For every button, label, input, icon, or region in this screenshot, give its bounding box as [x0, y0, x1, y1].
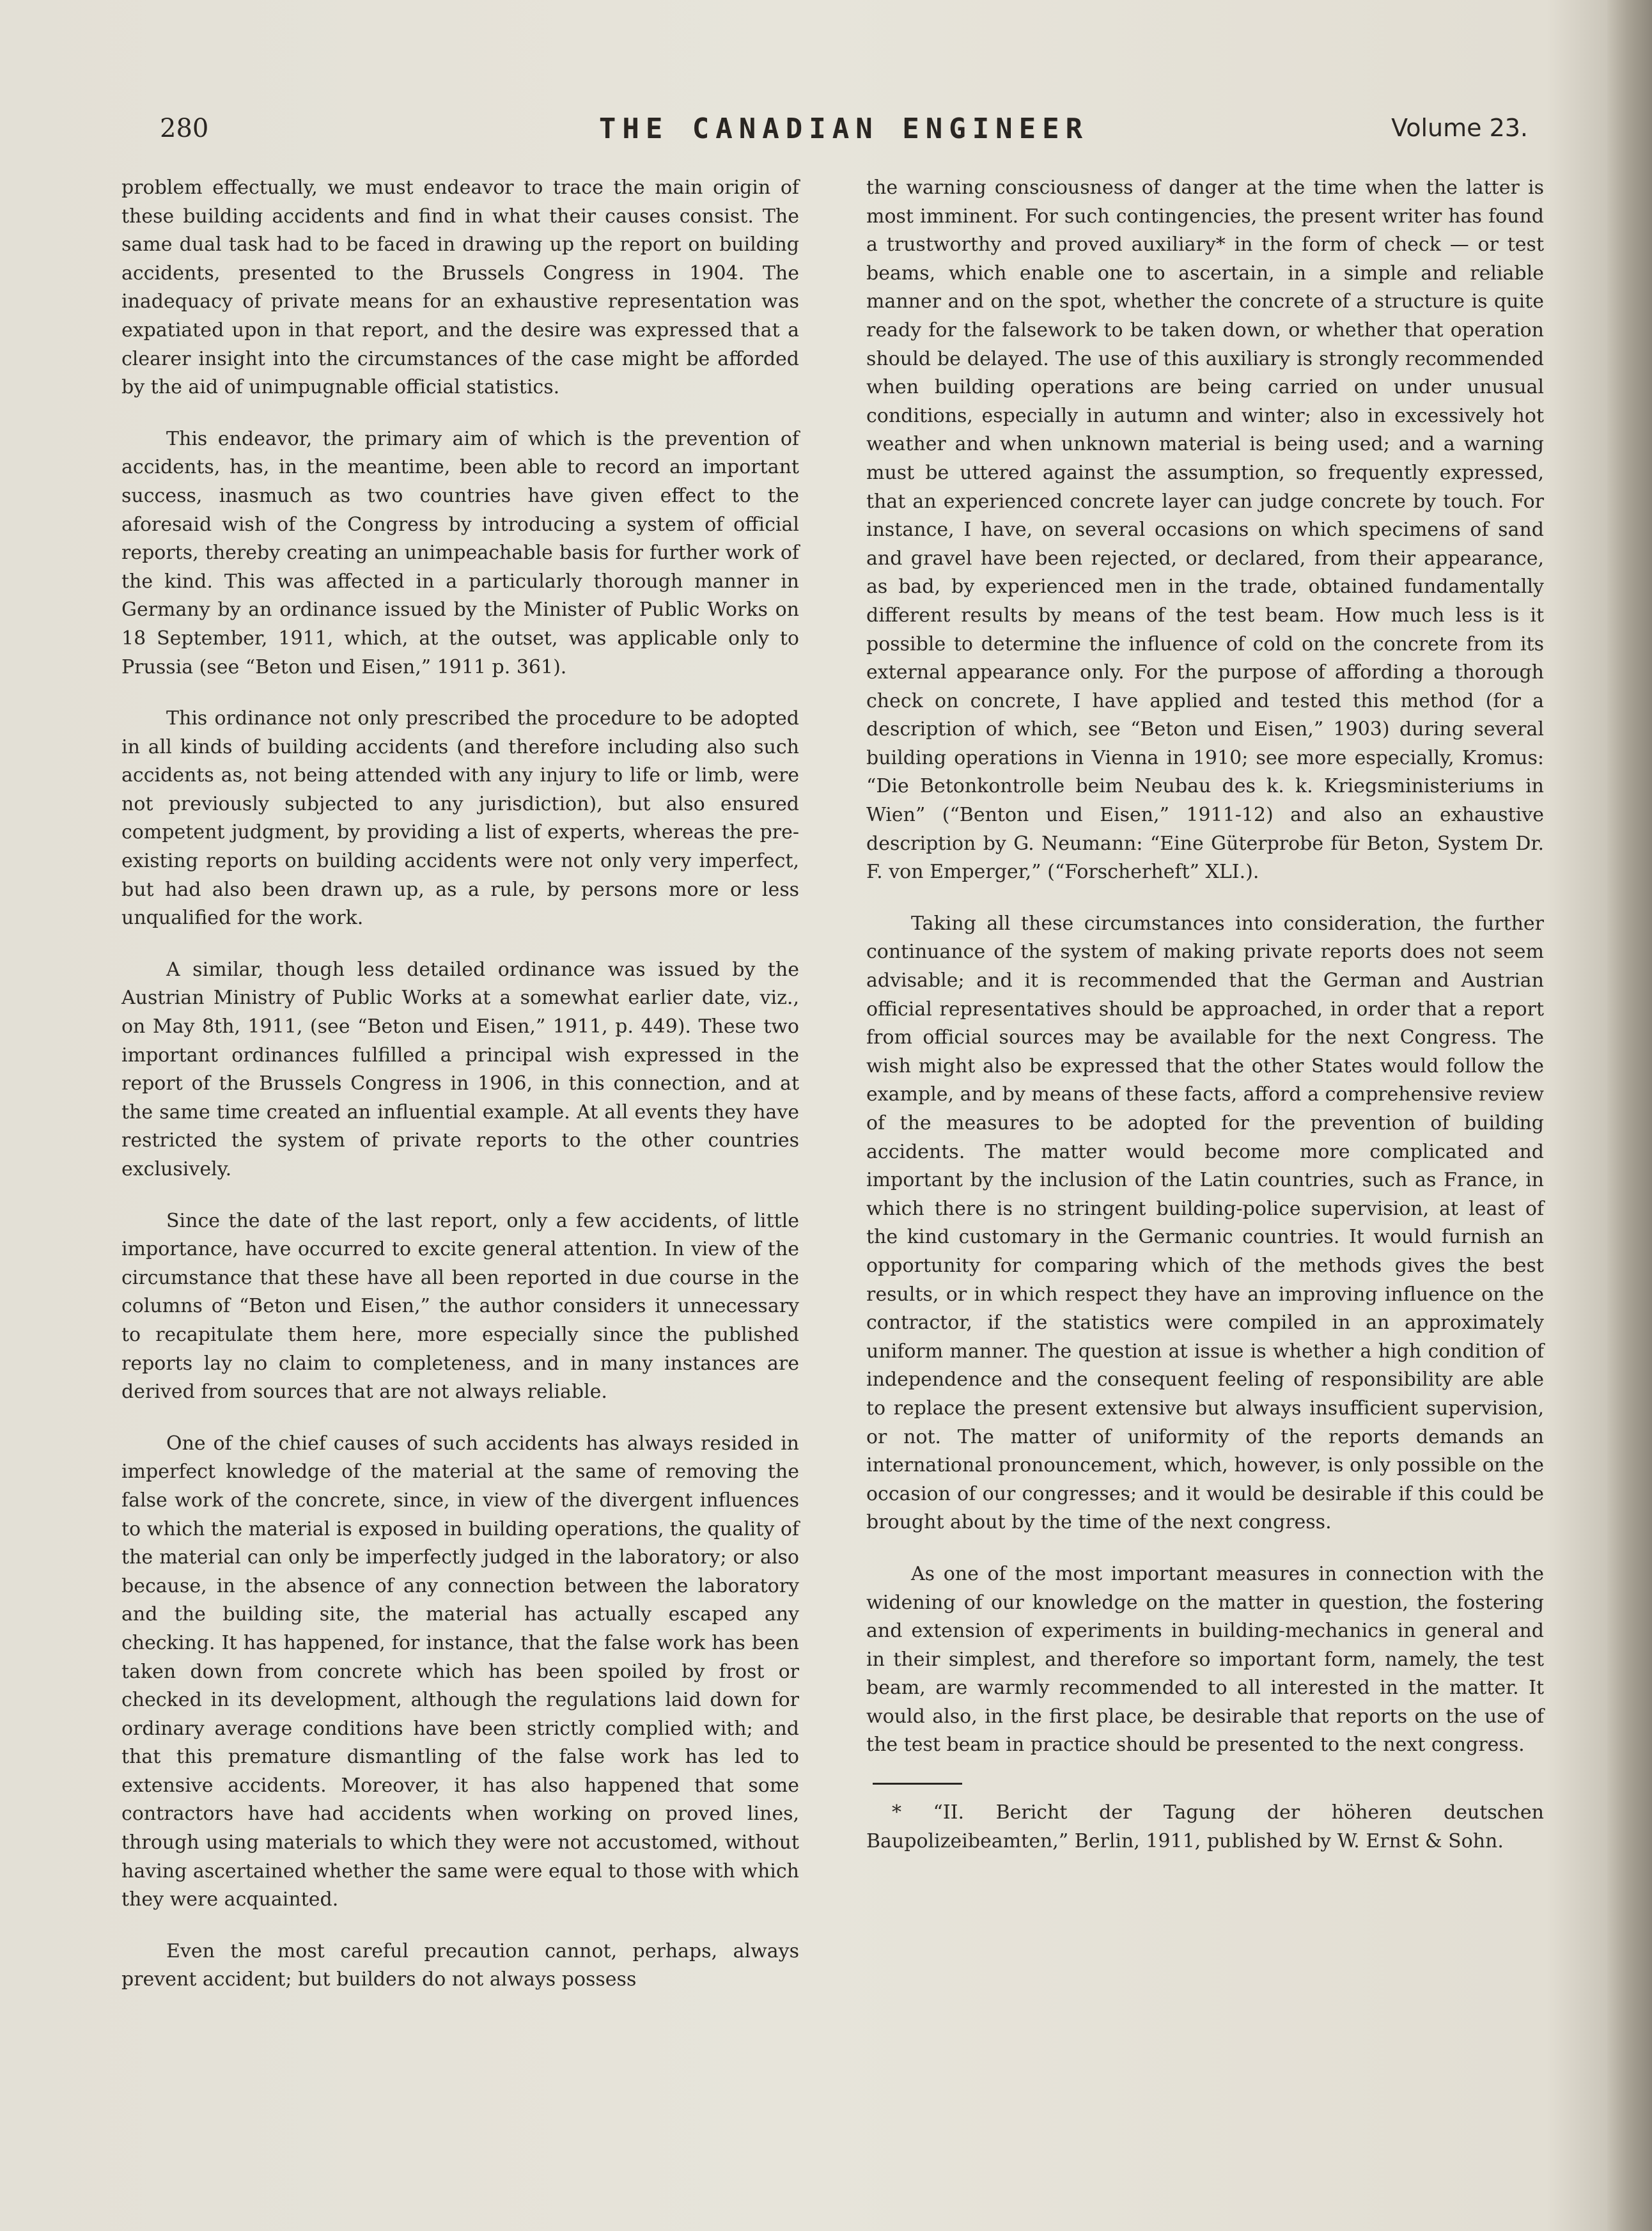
- volume-label: Volume 23.: [1391, 114, 1528, 142]
- paragraph: problem effectually, we must endeavor to trace the main origin of these building accidents and find in what their causes consist. The same dual task had to be faced in drawing up the report on building accidents, presented to the Brussels Congress in 1904. The inadequacy of private means for an exhaustive representation was expatiated upon in that report, and the desire was expressed that a clearer insight into the circumstances of the case might be afforded by the aid of unimpugnable official statistics.: [121, 176, 799, 399]
- book-spine-shadow: [1607, 0, 1652, 2231]
- paragraph: Taking all these circumstances into consideration, the further continuance of the system of making private reports does not seem advisable; and it is recommended that the German and Austrian official representatives should be approached, in order that a report from official sources may be available for the next Congress. The wish might also be expressed that the other States would follow the example, and by means of these facts, afford a comprehensive review of the measures to be adopted for the prevention of building accidents. The matter would become more complicated and important by the inclusion of the Latin countries, such as France, in which there is no stringent building-police supervision, at least of the kind customary in the Germanic countries. It would furnish an opportunity for comparing which of the methods gives the best results, or in which respect they have an improving influence on the contractor, if the statistics were compiled in an approximately uniform manner. The question at issue is whether a high condition of independence and the consequent feeling of responsibility are able to replace the present extensive but always insufficient supervision, or not. The matter of uniformity of the reports demands an international pronouncement, which, however, is only possible on the occasion of our congresses; and it would be desirable if this could be brought about by the time of the next congress.: [866, 912, 1544, 1534]
- paragraph: Since the date of the last report, only a few accidents, of little importance, have occurred to excite general attention. In view of the circumstance that these have all been reported in due course in the columns of “Beton und Eisen,” the author considers it unnecessary to recapitulate them here, more especially since the published reports lay no claim to completeness, and in many instances are derived from sources that are not always reliable.: [121, 1209, 799, 1404]
- journal-title: THE CANADIAN ENGINEER: [598, 113, 1089, 145]
- paragraph: This endeavor, the primary aim of which is the prevention of accidents, has, in the meantime, been able to record an important success, inasmuch as two countries have given effect to the aforesaid wish of the Congress by introducing a system of official reports, thereby creating an unimpeachable basis for further work of the kind. This was affected in a particularly thorough manner in Germany by an ordinance issued by the Minister of Public Works on 18 September, 1911, which, at the outset, was applicable only to Prussia (see “Beton und Eisen,” 1911 p. 361).: [121, 427, 799, 678]
- paragraph: One of the chief causes of such accidents has always resided in imperfect knowledge of the material at the same of removing the false work of the concrete, since, in view of the divergent influences to which the material is exposed in building operations, the quality of the material can only be imperfectly judged in the laboratory; or also because, in the absence of any connection between the laboratory and the building site, the material has actually escaped any checking. It has happened, for instance, that the false work has been taken down from concrete which has been spoiled by frost or checked in its development, although the regulations laid down for ordinary average conditions have been strictly complied with; and that this premature dismantling of the false work has led to extensive accidents. Moreover, it has also happened that some contractors have had accidents when working on proved lines, through using materials to which they were not accustomed, without having ascertained whether the same were equal to those with which they were acquainted.: [121, 1432, 799, 1911]
- right-column: [866, 174, 1544, 1856]
- footnote: * “II. Bericht der Tagung der höheren deutschen Baupolizeibeamten,” Berlin, 1911, published by W. Ernst & Sohn.: [866, 1801, 1544, 1852]
- left-column: [121, 174, 799, 1994]
- paragraph: the warning consciousness of danger at the time when the latter is most imminent. For such contingencies, the present writer has found a trustworthy and proved auxiliary* in the form of check — or test beams, which enable one to ascertain, in a simple and reliable manner and on the spot, whether the concrete of a structure is quite ready for the falsework to be taken down, or whether that operation should be delayed. The use of this auxiliary is strongly recommended when building operations are being carried on under unusual conditions, especially in autumn and winter; also in excessively hot weather and when unknown material is being used; and a warning must be uttered against the assumption, so frequently expressed, that an experienced concrete layer can judge concrete by touch. For instance, I have, on several occasions on which specimens of sand and gravel have been rejected, or declared, from their appearance, as bad, by experienced men in the trade, obtained fundamentally different results by means of the test beam. How much less is it possible to determine the influence of cold on the concrete from its external appearance only. For the purpose of affording a thorough check on concrete, I have applied and tested this method (for a description of which, see “Beton und Eisen,” 1903) during several building operations in Vienna in 1910; see more especially, Kromus: “Die Betonkontrolle beim Neubau des k. k. Kriegsministeriums in Wien” (“Benton und Eisen,” 1911-12) and also an exhaustive description by G. Neumann: “Eine Güterprobe für Beton, System Dr. F. von Emperger,” (“Forscherheft” XLI.).: [866, 176, 1544, 884]
- page-header: [160, 114, 1528, 159]
- paragraph: This ordinance not only prescribed the procedure to be adopted in all kinds of building accidents (and therefore including also such accidents as, not being attended with any injury to life or limb, were not previously subjected to any jurisdiction), but also ensured competent judgment, by providing a list of experts, whereas the pre-existing reports on building accidents were not only very imperfect, but had also been drawn up, as a rule, by persons more or less unqualified for the work.: [121, 707, 799, 930]
- paragraph: Even the most careful precaution cannot, perhaps, always prevent accident; but builders do not always possess: [121, 1939, 799, 1991]
- page-number: 280: [160, 114, 209, 143]
- footnote-rule: [873, 1783, 962, 1785]
- paragraph: As one of the most important measures in connection with the widening of our knowledge on the matter in question, the fostering and extension of experiments in building-mechanics in general and in their simplest, and therefore so important form, namely, the test beam, are warmly recommended to all interested in the matter. It would also, in the first place, be desirable that reports on the use of the test beam in practice should be presented to the next congress.: [866, 1562, 1544, 1757]
- paragraph: A similar, though less detailed ordinance was issued by the Austrian Ministry of Public Works at a somewhat earlier date, viz., on May 8th, 1911, (see “Beton und Eisen,” 1911, p. 449). These two important ordinances fulfilled a principal wish expressed in the report of the Brussels Congress in 1906, in this connection, and at the same time created an influential example. At all events they have restricted the system of private reports to the other countries exclusively.: [121, 958, 799, 1180]
